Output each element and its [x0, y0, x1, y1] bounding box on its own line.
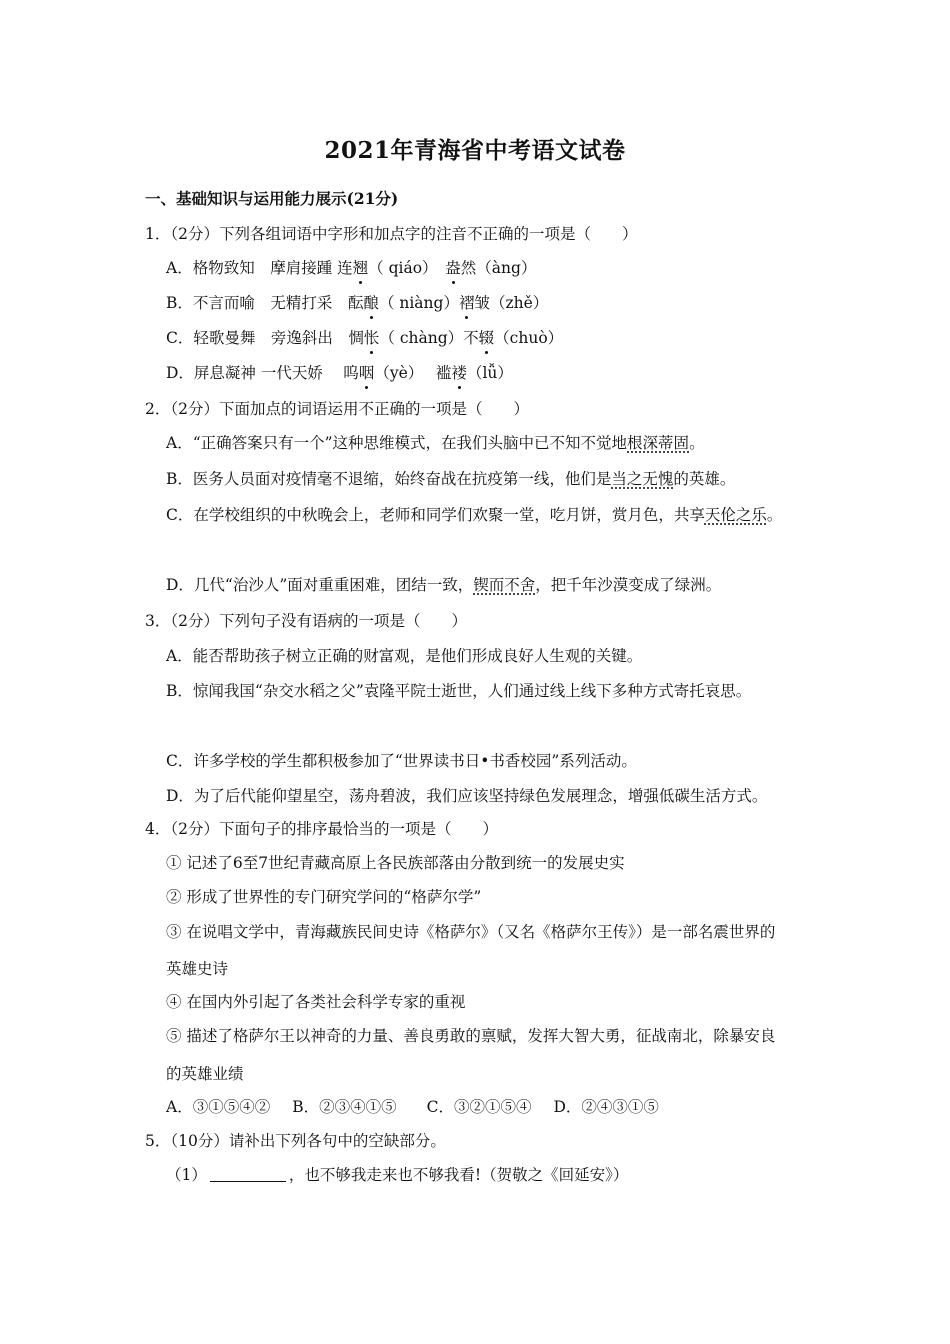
dotted-char: 翘 — [352, 259, 369, 277]
item-number: （1） — [166, 1166, 207, 1184]
text: B．医务人员面对疫情毫不退缩，始终奋战在抗疫第一线，他们是 — [166, 470, 612, 488]
q3-option-c: C．许多学校的学生都积极参加了“世界读书日•书香校园”系列活动。 — [166, 752, 637, 770]
q1-option-d — [166, 362, 513, 384]
answer-blank[interactable] — [210, 1165, 286, 1182]
q4-sentence-3: ③ 在说唱文学中，青海藏族民间史诗《格萨尔》（又名《格萨尔王传》）是一部名震世界的 — [166, 923, 776, 941]
text: （ chàng）不 — [379, 329, 479, 347]
text: B．不言而喻 无精打采 — [166, 294, 348, 312]
text: 皱（zhě） — [474, 294, 549, 312]
dotted-char: 怅 — [363, 329, 380, 347]
text: （chuò） — [494, 329, 564, 347]
q4-option-d: D．②④③①⑤ — [553, 1098, 659, 1116]
question-2-stem: 2．（2分）下面加点的词语运用不正确的一项是（ ） — [145, 400, 529, 418]
dotted-word: 当之无愧 — [611, 470, 674, 488]
question-4-stem: 4．（2分）下面句子的排序最恰当的一项是（ ） — [145, 820, 498, 838]
q2-option-b — [166, 468, 735, 490]
text: 酝 — [347, 294, 364, 312]
text: ，也不够我走来也不够我看!（贺敬之《回延安》） — [288, 1166, 629, 1184]
text: A．格物致知 摩肩接踵 连 — [166, 259, 353, 277]
question-1-stem: 1．（2分）下列各组词语中字形和加点字的注音不正确的一项是（ ） — [145, 225, 638, 243]
question-3-stem: 3．（2分）下列句子没有语病的一项是（ ） — [145, 612, 467, 630]
q4-sentence-5: ⑤ 描述了格萨尔王以神奇的力量、善良勇敢的禀赋，发挥大智大勇，征战南北，除暴安良 — [166, 1027, 776, 1045]
q1-option-b — [166, 292, 548, 314]
q4-option-a: A．③①⑤④② — [166, 1098, 271, 1116]
text: 。 — [689, 434, 705, 452]
dotted-word: 锲而不舍 — [473, 576, 536, 594]
q4-option-c: C．③②①⑤④ — [426, 1098, 532, 1116]
text: （lǚ） — [466, 364, 513, 382]
dotted-char: 辍 — [478, 329, 495, 347]
page-title: 2021年青海省中考语文试卷 — [324, 137, 626, 164]
q1-option-c — [166, 327, 563, 349]
q4-sentence-4: ④ 在国内外引起了各类社会科学专家的重视 — [166, 993, 466, 1011]
text: C．轻歌曼舞 旁逸斜出 — [166, 329, 349, 347]
text: C．在学校组织的中秋晚会上，老师和同学们欢聚一堂，吃月饼，赏月色，共享 — [166, 506, 705, 524]
q4-sentence-2: ② 形成了世界性的专门研究学问的“格萨尔学” — [166, 888, 482, 906]
dotted-char: 褶 — [458, 294, 475, 312]
dotted-char: 咽 — [358, 364, 375, 382]
text: 的英雄。 — [673, 470, 736, 488]
q2-option-a — [166, 432, 705, 454]
text: A．“正确答案只有一个”这种思维模式，在我们头脑中已不知不觉地 — [166, 434, 628, 452]
text: 然（àng） — [460, 259, 537, 277]
q2-option-c — [166, 504, 782, 526]
q2-option-d — [166, 574, 721, 596]
text: 。 — [766, 506, 783, 524]
section-heading: 一、基础知识与运用能力展示(21分) — [145, 189, 399, 208]
dotted-word: 根深蒂固 — [627, 434, 690, 452]
dotted-char: 酿 — [363, 294, 379, 312]
text: （ qiáo） — [368, 259, 446, 277]
q3-option-a: A．能否帮助孩子树立正确的财富观，是他们形成良好人生观的关键。 — [166, 647, 643, 665]
question-5-stem: 5．（10分）请补出下列各句中的空缺部分。 — [145, 1132, 446, 1150]
q4-sentence-1: ① 记述了6至7世纪青藏高原上各民族部落由分散到统一的发展史实 — [166, 854, 625, 872]
dotted-char: 褛 — [451, 364, 467, 382]
q4-option-b: B．②③④①⑤ — [292, 1098, 397, 1116]
q5-item-1 — [166, 1164, 628, 1186]
q4-sentence-3-cont: 英雄史诗 — [166, 960, 229, 978]
dotted-word: 天伦之乐 — [704, 506, 767, 524]
q3-option-d: D．为了后代能仰望星空，荡舟碧波，我们应该坚持绿色发展理念，增强低碳生活方式。 — [166, 787, 768, 805]
dotted-char: 盎 — [445, 259, 461, 277]
text: （yè） 褴 — [374, 364, 452, 382]
q4-options — [166, 1096, 659, 1118]
text: （ niàng） — [378, 294, 459, 312]
q1-option-a — [166, 257, 536, 279]
text: ，把千年沙漠变成了绿洲。 — [535, 576, 722, 594]
text: 惆 — [348, 329, 364, 347]
text: D．屏息凝神 一代天娇 呜 — [166, 364, 359, 382]
q4-sentence-5-cont: 的英雄业绩 — [166, 1065, 244, 1083]
q3-option-b: B．惊闻我国“杂交水稻之父”袁隆平院士逝世，人们通过线上线下多种方式寄托哀思。 — [166, 682, 752, 700]
text: D．几代“治沙人”面对重重困难，团结一致， — [166, 576, 474, 594]
